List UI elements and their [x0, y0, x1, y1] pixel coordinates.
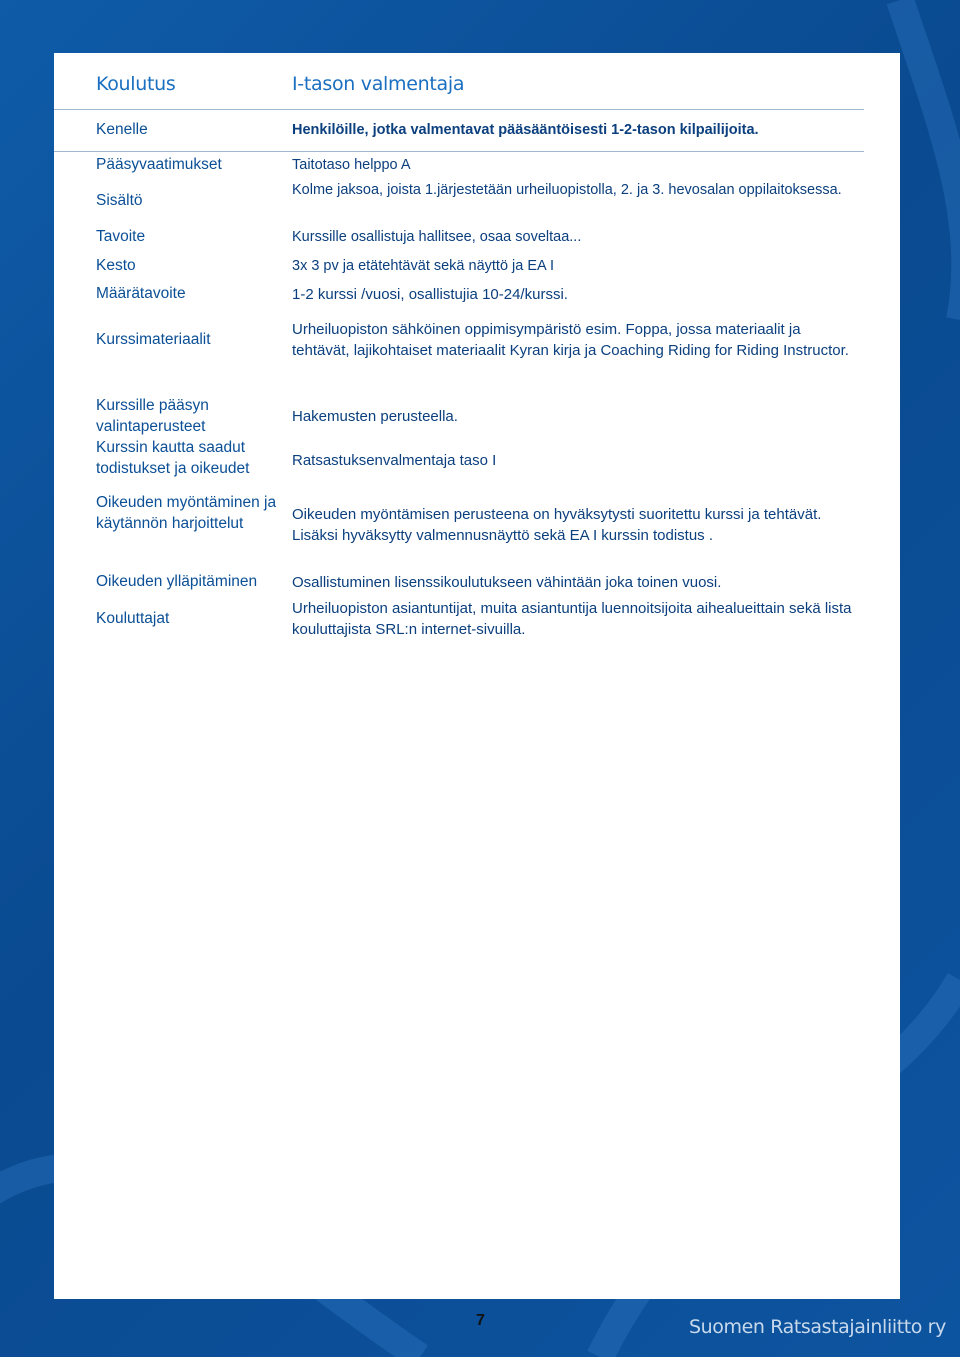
label-sisalto: Sisältö: [96, 192, 143, 209]
label-valintaperusteet: Kurssille pääsyn valintaperusteet: [96, 397, 209, 435]
value-kenelle: Henkilöille, jotka valmentavat pääsääntöisesti 1-2-tason kilpailijoita.: [292, 122, 759, 138]
value-kurssimateriaalit: Urheiluopiston sähköinen oppimisympäristö esim. Foppa, jossa materiaalit ja tehtävät, lajikohtaiset materiaalit Kyran kirja ja Coaching Riding for Riding Instructor.: [292, 321, 849, 359]
label-oikeuden-myontaminen: Oikeuden myöntäminen ja käytännön harjoittelut: [96, 494, 277, 532]
header-row: [54, 53, 864, 110]
course-title: I-tason valmentaja: [292, 73, 465, 95]
brand-name: Suomen Ratsastajainliitto ry: [689, 1316, 946, 1338]
value-paasyvaatimukset: Taitotaso helppo A: [292, 157, 411, 173]
label-kurssimateriaalit: Kurssimateriaalit: [96, 331, 211, 348]
value-sisalto: Kolme jaksoa, joista 1.järjestetään urheiluopistolla, 2. ja 3. hevosalan oppilaitoksessa.: [292, 182, 842, 198]
divider: [54, 151, 864, 152]
label-paasyvaatimukset: Pääsyvaatimukset: [96, 156, 222, 173]
value-tavoite: Kurssille osallistuja hallitsee, osaa soveltaa...: [292, 229, 582, 245]
value-kouluttajat: Urheiluopiston asiantuntijat, muita asiantuntija luennoitsijoita aihealueittain sekä lista kouluttajista SRL:n internet-sivuilla.: [292, 600, 852, 638]
value-oikeuden-yllapitaminen: Osallistuminen lisenssikoulutukseen vähintään joka toinen vuosi.: [292, 574, 722, 591]
value-maaratavoite: 1-2 kurssi /vuosi, osallistujia 10-24/kurssi.: [292, 286, 568, 303]
label-kesto: Kesto: [96, 257, 136, 274]
value-todistukset: Ratsastuksenvalmentaja taso I: [292, 452, 497, 469]
value-kesto: 3x 3 pv ja etätehtävät sekä näyttö ja EA I: [292, 258, 554, 274]
label-maaratavoite: Määrätavoite: [96, 285, 186, 302]
page-number: 7: [476, 1312, 485, 1329]
value-valintaperusteet: Hakemusten perusteella.: [292, 408, 458, 425]
label-kouluttajat: Kouluttajat: [96, 610, 170, 627]
label-tavoite: Tavoite: [96, 228, 146, 245]
document-page: [54, 53, 900, 1299]
label-oikeuden-yllapitaminen: Oikeuden ylläpitäminen: [96, 573, 258, 590]
label-kenelle: Kenelle: [96, 121, 148, 138]
section-heading: Koulutus: [96, 73, 176, 95]
label-todistukset: Kurssin kautta saadut todistukset ja oikeudet: [96, 439, 250, 477]
value-oikeuden-myontaminen: Oikeuden myöntämisen perusteena on hyväksytysti suoritettu kurssi ja tehtävät. Lisäksi hyväksytty valmennusnäyttö sekä EA I kurssin todistus .: [292, 506, 822, 544]
